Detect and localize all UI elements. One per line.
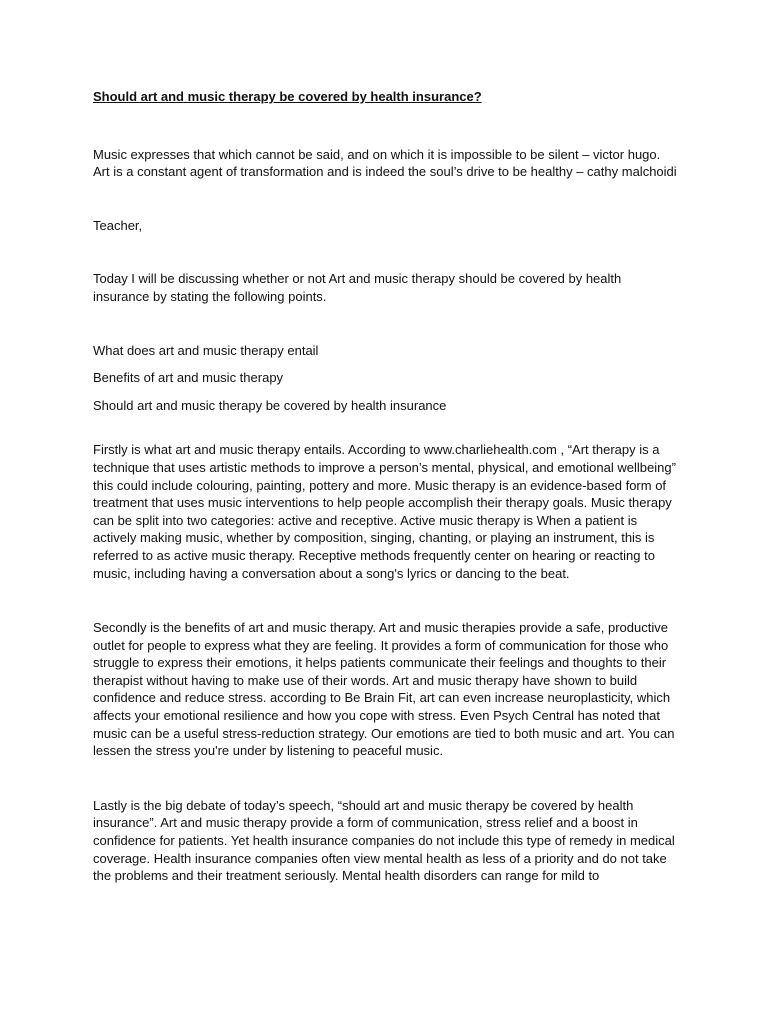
point-item: What does art and music therapy entail — [93, 342, 319, 358]
point-item: Should art and music therapy be covered by health insurance — [93, 397, 447, 413]
document-title: Should art and music therapy be covered by health insurance? — [93, 89, 482, 104]
quote-malchoidi: Art is a constant agent of transformation and is indeed the soul’s drive to be healthy – cathy malchoidi — [93, 164, 677, 180]
salutation: Teacher, — [93, 217, 143, 233]
quote-hugo: Music expresses that which cannot be said, and on which it is impossible to be silent – victor hugo. — [93, 146, 661, 162]
opening-quotes — [93, 146, 678, 181]
document-page — [93, 84, 678, 885]
points-list — [93, 342, 678, 415]
body-paragraph-entails: Firstly is what art and music therapy entails. According to www.charliehealth.com , “Art therapy is a technique that uses artistic methods to improve a person’s mental, physical, and emotional wellbeing” this could include colouring, painting, pottery and more. Music therapy is an evidence-based form of treatment that uses music interventions to help people accomplish their therapy goals. Music therapy can be split into two categories: active and receptive. Active music therapy is When a patient is actively making music, whether by composition, singing, chanting, or playing an instrument, this is referred to as active music therapy. Receptive methods frequently center on hearing or reacting to music, including having a conversation about a song's lyrics or dancing to the beat. — [93, 442, 676, 581]
intro-paragraph: Today I will be discussing whether or not Art and music therapy should be covered by health insurance by stating the following points. — [93, 271, 622, 304]
body-paragraph-debate: Lastly is the big debate of today’s speech, “should art and music therapy be covered by health insurance”. Art and music therapy provide a form of communication, stress relief and a boost in confidence for patients. Yet health insurance companies do not include this type of remedy in medical coverage. Health insurance companies often view mental health as less of a priority and do not take the problems and their treatment seriously. Mental health disorders can range for mild to — [93, 797, 675, 884]
point-item: Benefits of art and music therapy — [93, 370, 284, 386]
body-paragraph-benefits: Secondly is the benefits of art and music therapy. Art and music therapies provide a safe, productive outlet for people to express what they are feeling. It provides a form of communication for those who struggle to express their emotions, it helps patients communicate their feelings and thoughts to their therapist without having to make use of their words. Art and music therapy have shown to build confidence and reduce stress. according to Be Brain Fit, art can even increase neuroplasticity, which affects your emotional resilience and how you cope with stress. Even Psych Central has noted that music can be a useful stress-reduction strategy. Our emotions are tied to both music and art. You can lessen the stress you're under by listening to peaceful music. — [93, 620, 675, 759]
